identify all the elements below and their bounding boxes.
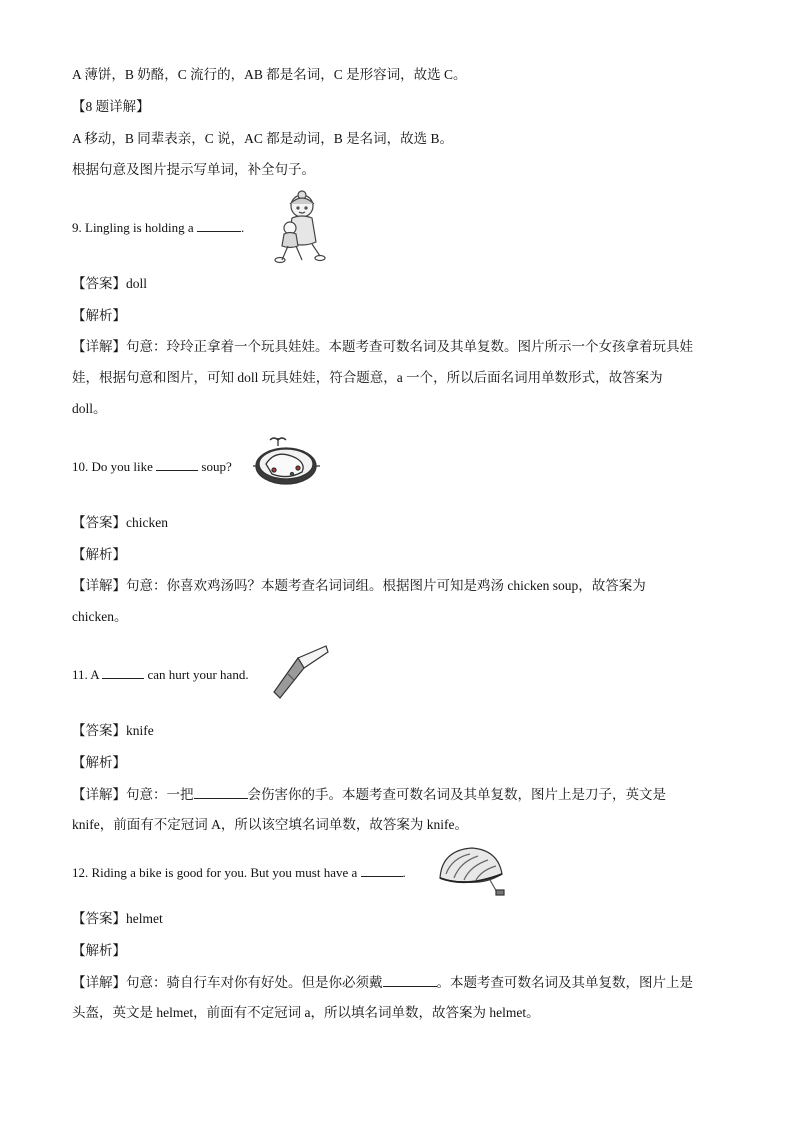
detail-11-line-2: knife，前面有不定冠词 A，所以该空填名词单数，故答案为 knife。 <box>72 817 468 832</box>
analysis-10: 【解析】 <box>72 547 126 562</box>
question-11-text-end: can hurt your hand. <box>144 667 249 682</box>
detail-9-line-2: 娃，根据句意和图片，可知 doll 玩具娃娃，符合题意，a 一个，所以后面名词用单数形式，故答案为 <box>72 370 663 385</box>
answer-9: 【答案】doll <box>72 276 148 291</box>
q7-explanation: A 薄饼，B 奶酪，C 流行的，AB 都是名词，C 是形容词，故选 C。 <box>72 67 467 82</box>
answer-blank <box>197 218 241 232</box>
question-9-text-start: 9. Lingling is holding a <box>72 220 197 235</box>
answer-10: 【答案】chicken <box>72 515 168 530</box>
detail-10-line-1: 【详解】句意：你喜欢鸡汤吗？本题考查名词词组。根据图片可知是鸡汤 chicken soup，故答案为 <box>72 578 646 593</box>
detail-11-text-b: 会伤害你的手。本题考查可数名词及其单复数，图片上是刀子，英文是 <box>247 787 666 802</box>
answer-blank <box>156 457 198 471</box>
analysis-12: 【解析】 <box>72 943 126 958</box>
answer-blank <box>383 973 437 987</box>
question-12-text-start: 12. Riding a bike is good for you. But you must have a <box>72 865 361 880</box>
question-12-text-end: . <box>402 865 406 880</box>
answer-blank <box>194 785 248 799</box>
chicken-soup-icon <box>252 436 322 492</box>
question-12 <box>72 863 406 882</box>
question-10-text-start: 10. Do you like <box>72 459 157 474</box>
detail-12-line-2: 头盔，英文是 helmet，前面有不定冠词 a，所以填名词单数，故答案为 helmet。 <box>72 1005 540 1020</box>
question-9 <box>72 218 244 237</box>
knife-icon <box>270 644 330 700</box>
question-11-text-start: 11. A <box>72 667 103 682</box>
detail-9-line-3: doll。 <box>72 401 107 416</box>
section-instruction: 根据句意及图片提示写单词，补全句子。 <box>72 162 315 177</box>
question-10 <box>72 457 232 476</box>
detail-11-line-1 <box>72 785 666 804</box>
question-9-text-end: . <box>240 220 245 235</box>
detail-11-text-a: 【详解】句意：一把 <box>72 787 194 802</box>
answer-12: 【答案】helmet <box>72 911 163 926</box>
q8-explanation: A 移动，B 同辈表亲，C 说，AC 都是动词，B 是名词，故选 B。 <box>72 131 454 146</box>
analysis-11: 【解析】 <box>72 755 126 770</box>
answer-blank <box>361 863 403 877</box>
detail-10-line-2: chicken。 <box>72 609 128 624</box>
analysis-9: 【解析】 <box>72 308 126 323</box>
girl-holding-doll-icon <box>268 190 328 264</box>
answer-11: 【答案】knife <box>72 723 154 738</box>
detail-12-text-b: 。本题考查可数名词及其单复数，图片上是 <box>436 975 693 990</box>
q8-heading: 【8 题详解】 <box>72 99 150 114</box>
detail-12-line-1 <box>72 973 693 992</box>
helmet-icon <box>436 844 508 900</box>
answer-blank <box>102 665 144 679</box>
question-10-text-end: soup? <box>198 459 232 474</box>
detail-9-line-1: 【详解】句意：玲玲正拿着一个玩具娃娃。本题考查可数名词及其单复数。图片所示一个女孩拿着玩具娃 <box>72 339 693 354</box>
detail-12-text-a: 【详解】句意：骑自行车对你有好处。但是你必须戴 <box>72 975 383 990</box>
question-11 <box>72 665 249 684</box>
